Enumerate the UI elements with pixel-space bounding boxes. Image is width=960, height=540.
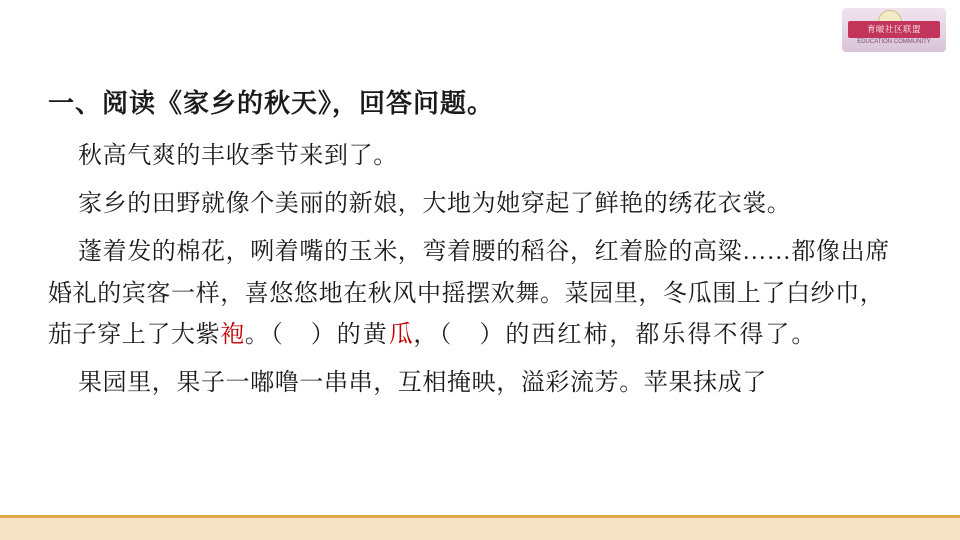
paragraph-2: 家乡的田野就像个美丽的新娘，大地为她穿起了鲜艳的绣花衣裳。 (78, 191, 792, 218)
paragraph-3 (48, 232, 898, 357)
paragraph-4: 果园里，果子一嘟噜一串串，互相掩映，溢彩流芳。苹果抹成了 (78, 370, 767, 397)
page-title: 一、阅读《家乡的秋天》，回答问题。 (48, 89, 495, 118)
logo-ribbon-text: 育啵社区联盟 (866, 24, 921, 34)
paragraph-3-highlight-gua: 瓜 (388, 322, 414, 349)
paragraph-3-seg-1: 蓬着发的棉花，咧着嘴的玉米，弯着腰的稻谷，红着脸的高粱……都像出席婚礼的宾客一样，喜悠悠地在秋风中摇摆欢舞。菜园里，冬瓜围上了白纱巾，茄子穿上了大紫 (48, 238, 890, 349)
paragraph-3-seg-2: 。（ ）的黄 (244, 322, 389, 349)
paragraph-3-highlight-pao: 袍 (220, 322, 245, 349)
paragraph-1: 秋高气爽的丰收季节来到了。 (78, 143, 398, 170)
footer-band (0, 518, 960, 540)
logo-sub-text: EDUCATION COMMUNITY (857, 39, 931, 45)
paragraph-3-seg-3: ，（ ）的西红柿，都乐得不得了。 (413, 322, 818, 349)
